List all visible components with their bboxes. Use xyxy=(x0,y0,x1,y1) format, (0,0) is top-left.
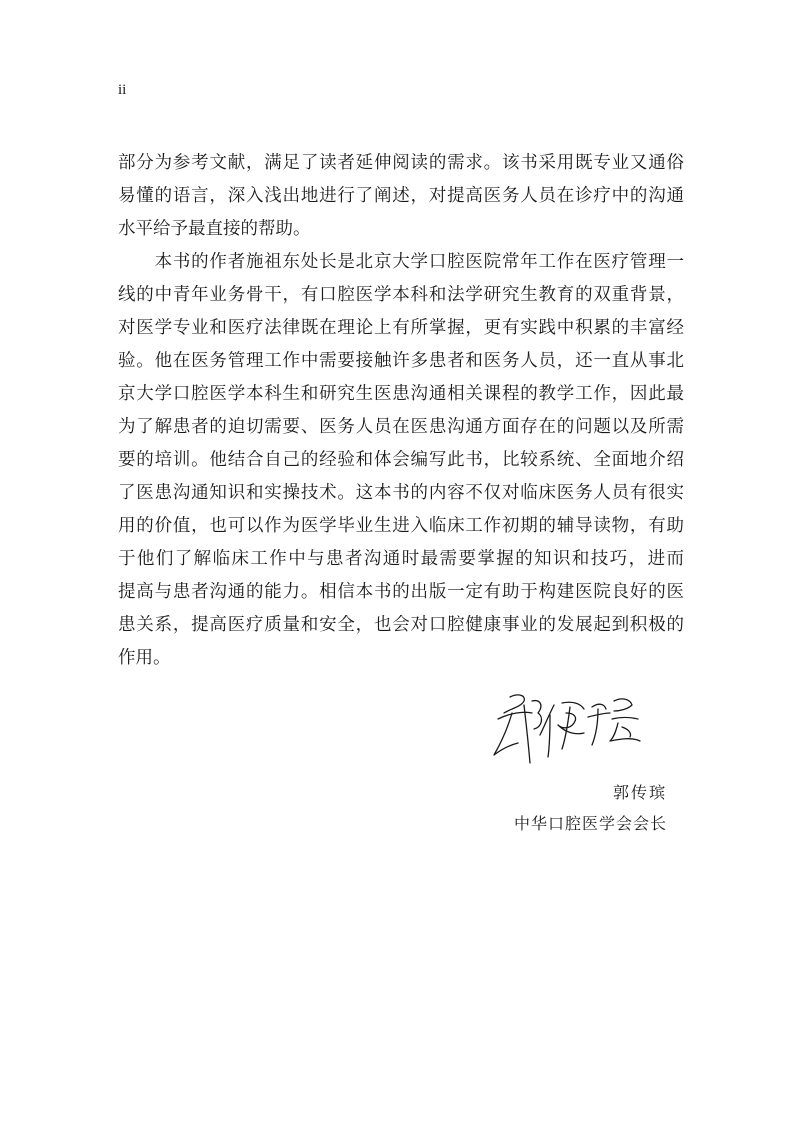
text-line: 要的培训。他结合自己的经验和体会编写此书，比较系统、全面地介绍 xyxy=(118,450,684,470)
text-line: 了医患沟通知识和实操技术。这本书的内容不仅对临床医务人员有很实 xyxy=(118,483,684,503)
text-line: 患关系，提高医疗质量和安全，也会对口腔健康事业的发展起到积极的 xyxy=(118,615,684,635)
text-line: 对医学专业和医疗法律既在理论上有所掌握，更有实践中积累的丰富经 xyxy=(118,318,684,338)
text-line: 部分为参考文献，满足了读者延伸阅读的需求。该书采用既专业又通俗 xyxy=(118,153,684,173)
text-line: 验。他在医务管理工作中需要接触许多患者和医务人员，还一直从事北 xyxy=(118,351,684,371)
text-line: 作用。 xyxy=(118,648,171,668)
text-line: 京大学口腔医学本科生和研究生医患沟通相关课程的教学工作，因此最 xyxy=(118,384,684,404)
text-line: 线的中青年业务骨干，有口腔医学本科和法学研究生教育的双重背景， xyxy=(118,285,684,305)
page-number: ii xyxy=(118,82,127,98)
text-line: 易懂的语言，深入浅出地进行了阐述，对提高医务人员在诊疗中的沟通 xyxy=(118,186,684,206)
text-line: 为了解患者的迫切需要、医务人员在医患沟通方面存在的问题以及所需 xyxy=(118,417,684,437)
handwritten-signature xyxy=(488,683,648,773)
text-line: 于他们了解临床工作中与患者沟通时最需要掌握的知识和技巧，进而 xyxy=(118,549,684,569)
text-line: 用的价值，也可以作为医学毕业生进入临床工作初期的辅导读物，有助 xyxy=(118,516,684,536)
text-line: 提高与患者沟通的能力。相信本书的出版一定有助于构建医院良好的医 xyxy=(118,582,684,602)
body-text xyxy=(118,147,684,675)
signer-name: 郭传瑸 xyxy=(612,783,667,802)
text-line: 本书的作者施祖东处长是北京大学口腔医院常年工作在医疗管理一 xyxy=(118,252,684,272)
signer-title: 中华口腔医学会会长 xyxy=(513,814,667,833)
text-line: 水平给予最直接的帮助。 xyxy=(118,219,311,239)
